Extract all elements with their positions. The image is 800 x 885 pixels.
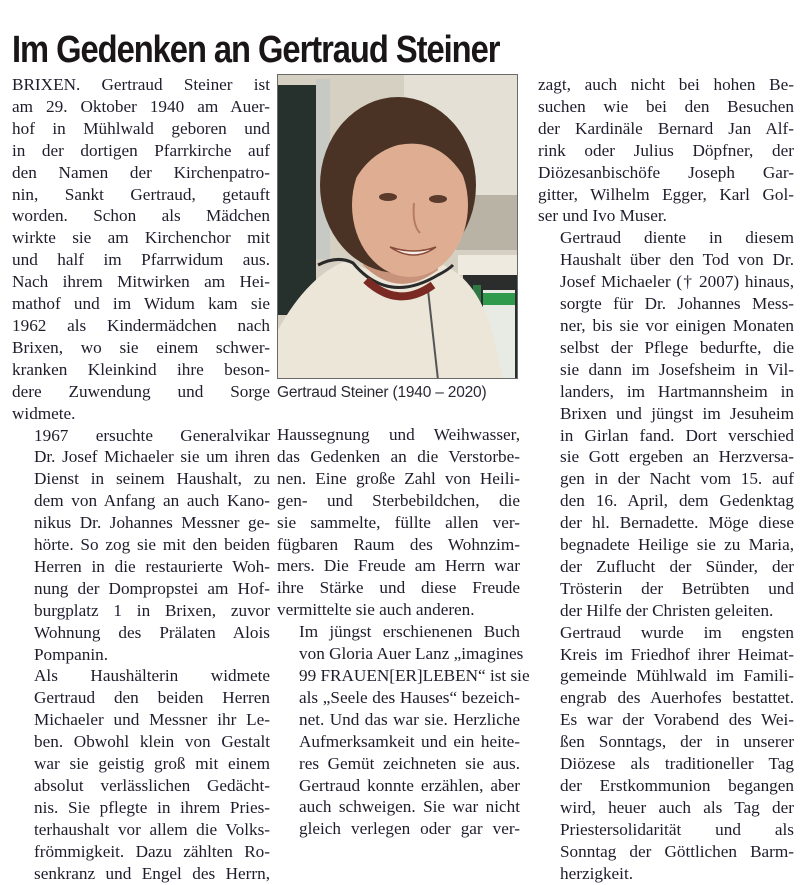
text-line: res Gemüt zeichneten sie aus. <box>299 753 520 773</box>
text-line: ben. Obwohl klein von Gestalt <box>34 732 270 752</box>
text-line: der Kardinäle Bernard Jan Alf- <box>538 118 794 138</box>
text-line: wirkte sie am Kirchenchor mit <box>12 228 270 248</box>
text-line: auch schweigen. Sie war nicht <box>299 797 520 817</box>
article-paragraph <box>12 425 270 666</box>
text-line: zagt, auch nicht bei hohen Be- <box>538 75 794 94</box>
text-line: rink oder Julius Döpfner, der <box>538 140 794 160</box>
text-line: gen- und Sterbebildchen, die <box>277 490 520 510</box>
article-paragraph <box>12 665 270 884</box>
text-line: wird, heuer auch als Tag der <box>560 797 794 817</box>
text-line: Pompanin. <box>34 644 109 664</box>
text-line: herzigkeit. <box>560 863 634 883</box>
text-line: Gertraud den beiden Herren <box>34 688 270 708</box>
text-line: Als Haushälterin widmete <box>34 666 270 686</box>
text-line: Haussegnung und Weihwasser, <box>277 425 520 444</box>
text-line: hof in Mühlwald geboren und <box>12 118 270 138</box>
text-line: in Girlan fand. Dort verschied <box>560 425 794 445</box>
article-paragraph <box>12 74 270 425</box>
text-line: absolut verlässlichen Gedächt- <box>34 776 270 795</box>
text-line: Wohnung des Prälaten Alois <box>34 622 270 642</box>
text-line: ser und Ivo Muser. <box>538 206 667 226</box>
text-line: Trösterin der Betrübten und <box>560 578 794 598</box>
text-line: fügbaren Raum des Wohnzim- <box>277 534 520 554</box>
text-line: burgplatz 1 in Brixen, zuvor <box>34 600 270 620</box>
portrait-photo <box>277 74 518 379</box>
text-line: als „Seele des Hauses“ bezeich- <box>299 687 520 707</box>
text-line: dere Zuwendung und Sorge <box>12 381 270 401</box>
text-line: widmete. <box>12 403 76 423</box>
text-line: begnadete Heilige sie zu Maria, <box>560 535 794 555</box>
text-line: senkranz und Engel des Herrn, <box>34 863 270 883</box>
text-line: Dienst in seinem Haushalt, zu <box>34 469 270 489</box>
text-line: engrab des Auerhofes bestattet. <box>560 688 794 708</box>
text-line: das Gedenken an die Verstorbe- <box>277 446 520 466</box>
text-line: Michaeler und Messner ihr Le- <box>34 710 270 730</box>
text-line: war sie geistig groß mit einem <box>34 754 270 774</box>
text-line: suchen wie bei den Besuchen <box>538 96 794 116</box>
text-line: Josef Michaeler († 2007) hinaus, <box>560 272 794 292</box>
text-line: Gertraud wurde im engsten <box>560 622 794 642</box>
article-paragraph <box>277 621 530 840</box>
text-line: landers, im Hartmannsheim in <box>560 381 794 401</box>
text-line: Herren in die restaurierte Woh- <box>34 556 270 576</box>
text-line: Diözese als traditioneller Tag <box>560 754 794 774</box>
text-line: Im jüngst erschienenen Buch <box>299 622 520 642</box>
text-line: sorgte für Dr. Johannes Mess- <box>560 294 794 314</box>
text-line: nikus Dr. Johannes Messner ge- <box>34 513 270 533</box>
text-line: dem von Anfang an auch Kano- <box>34 491 270 511</box>
text-line: der hl. Bernadette. Möge diese <box>560 513 794 533</box>
text-line: sie Gott ergeben an Herzversa- <box>560 447 794 467</box>
text-line: BRIXEN. Gertraud Steiner ist <box>12 75 270 94</box>
text-line: Diözesanbischöfe Joseph Gar- <box>538 162 794 182</box>
text-line: nen. Eine große Zahl von Heili- <box>277 468 520 488</box>
text-line: Sonntag der Göttlichen Barm- <box>560 841 794 861</box>
text-line: in der dortigen Pfarrkirche auf <box>12 140 270 160</box>
text-line: hörte. So zog sie mit den beiden <box>34 535 270 555</box>
article-paragraph <box>538 74 794 227</box>
text-line: Dr. Josef Michaeler sie um ihren <box>34 447 270 467</box>
text-line: 99 FRAUEN[ER]LEBEN“ ist sie <box>299 665 530 685</box>
text-line: frömmigkeit. Dazu zählten Ro- <box>34 841 270 861</box>
text-line: Kreis im Friedhof ihrer Heimat- <box>560 644 794 664</box>
text-line: von Gloria Auer Lanz „imagines <box>299 644 524 664</box>
text-line: ihre Stärke und diese Freude <box>277 578 520 598</box>
text-line: am 29. Oktober 1940 am Auer- <box>12 96 270 116</box>
text-line: gen in der Nacht vom 15. auf <box>560 469 794 489</box>
article-column-1 <box>12 74 270 885</box>
article-paragraph <box>538 227 794 621</box>
text-line: ßen Sonntags, der in unserer <box>560 732 794 752</box>
text-line: nung der Dompropstei am Hof- <box>34 578 270 598</box>
text-line: mathof und im Widum kam sie <box>12 294 270 314</box>
text-line: Aufmerksamkeit und ein heite- <box>299 731 520 751</box>
text-line: Gertraud konnte erzählen, aber <box>299 775 520 795</box>
text-line: Brixen, wo sie einem schwer- <box>12 337 270 357</box>
text-line: terhaushalt vor allem die Volks- <box>34 819 270 839</box>
text-line: Gertraud diente in diesem <box>560 228 794 248</box>
article-column-2 <box>277 424 530 840</box>
text-line: Haushalt über den Tod von Dr. <box>560 250 794 270</box>
text-line: net. Und das war sie. Herzliche <box>299 709 520 729</box>
text-line: der Erstkommunion begangen <box>560 776 794 795</box>
photo-caption: Gertraud Steiner (1940 – 2020) <box>277 384 487 401</box>
text-line: sie dann im Josefsheim in Vil- <box>560 359 794 379</box>
text-line: nin, Sankt Gertraud, getauft <box>12 184 270 204</box>
portrait-image <box>278 75 518 379</box>
text-line: ner, bis sie vor einigen Monaten <box>560 315 794 335</box>
article-column-3 <box>538 74 794 885</box>
text-line: Brixen und jüngst im Jesuheim <box>560 403 794 423</box>
text-line: Es war der Vorabend des Wei- <box>560 710 794 730</box>
text-line: selbst der Pflege bedurfte, die <box>560 337 794 357</box>
text-line: sie sammelte, füllte allen ver- <box>277 512 520 532</box>
text-line: den 16. April, dem Gedenktag <box>560 491 794 511</box>
text-line: der Hilfe der Christen geleiten. <box>560 600 774 620</box>
article-headline: Im Gedenken an Gertraud Steiner <box>12 29 500 72</box>
text-line: gemeinde Mühlwald im Famili- <box>560 666 794 686</box>
article-paragraph <box>277 424 520 621</box>
text-line: worden. Schon als Mädchen <box>12 206 270 226</box>
text-line: den Namen der Kirchenpatro- <box>12 162 270 182</box>
text-line: Priestersolidarität und als <box>560 819 794 839</box>
text-line: gitter, Wilhelm Egger, Karl Gol- <box>538 184 794 204</box>
text-line: der Zuflucht der Sünder, der <box>560 556 794 576</box>
text-line: 1967 ersuchte Generalvikar <box>34 425 270 445</box>
text-line: nis. Sie pflegte in ihrem Pries- <box>34 797 270 817</box>
text-line: kranken Kleinkind ihre beson- <box>12 359 270 379</box>
text-line: und half im Pfarrwidum aus. <box>12 250 270 270</box>
text-line: Nach ihrem Mitwirken am Hei- <box>12 272 270 292</box>
text-line: gleich verlegen oder gar ver- <box>299 819 520 839</box>
text-line: mers. Die Freude am Herrn war <box>277 556 520 576</box>
article-paragraph <box>538 622 794 885</box>
text-line: vermittelte sie auch anderen. <box>277 600 475 620</box>
text-line: 1962 als Kindermädchen nach <box>12 315 270 335</box>
